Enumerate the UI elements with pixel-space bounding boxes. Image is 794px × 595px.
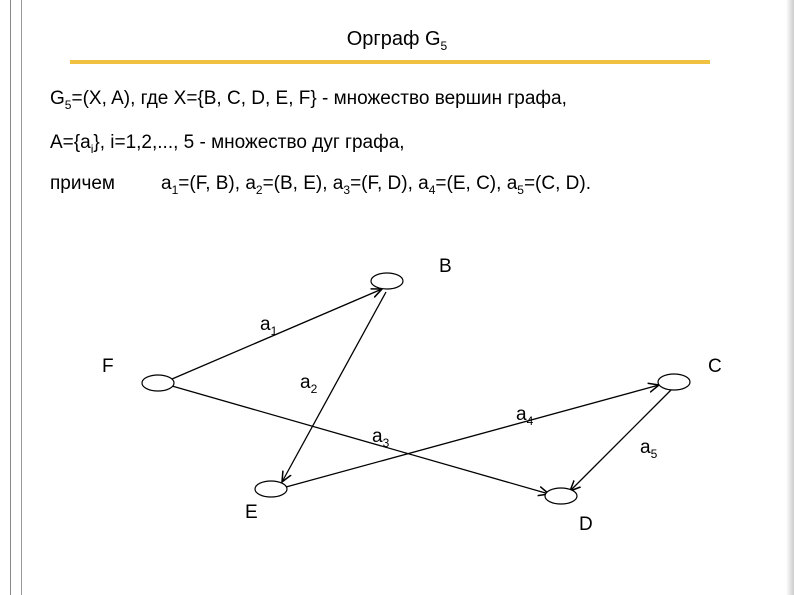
- edge-label-a4: $a_4$: [516, 404, 534, 428]
- definition-line-2: $A=\{a_i\}$, i=1,2,..., 5 - множество дуг графа,: [50, 132, 405, 156]
- arc-def-a3: $a_3=(F$, D),: [332, 173, 419, 197]
- arc-def-a4: $a_4=(E$, C),: [418, 173, 507, 197]
- definition-line-3: причем $a_1=(F$, B), $a_2=(B$, E), $a_3=(F$, D), $a_4=(E$, C), $a_5=(C$, D).: [50, 173, 591, 197]
- edge-label-a5: $a_5$: [640, 437, 658, 461]
- arc-def-a5: $a_5=(C$, D).: [506, 173, 591, 197]
- node-B: [371, 273, 403, 289]
- node-label-E: E: [245, 502, 258, 523]
- edge-a2: [282, 292, 386, 482]
- edge-a3: [172, 386, 549, 494]
- arc-def-a1: $a_1=(F$, B),: [161, 173, 246, 197]
- edge-label-a3: $a_3$: [372, 426, 390, 450]
- node-F: [142, 375, 174, 391]
- node-D: [545, 488, 577, 504]
- node-label-D: D: [579, 514, 593, 535]
- edge-label-a1: $a_1$: [260, 314, 278, 338]
- edge-label-a2: $a_2$: [300, 372, 318, 396]
- arc-def-a2: $a_2=(B$, E),: [245, 173, 333, 197]
- node-E: [255, 481, 287, 497]
- node-label-F: F: [102, 356, 114, 377]
- page-title: Орграф $G_5$: [346, 28, 448, 53]
- node-label-C: C: [708, 356, 722, 377]
- node-C: [658, 374, 690, 390]
- node-label-B: B: [439, 256, 452, 277]
- definition-line-1: $G_5=(X$, A), где X={B, C, D, E, F} - множество вершин графа,: [50, 88, 567, 112]
